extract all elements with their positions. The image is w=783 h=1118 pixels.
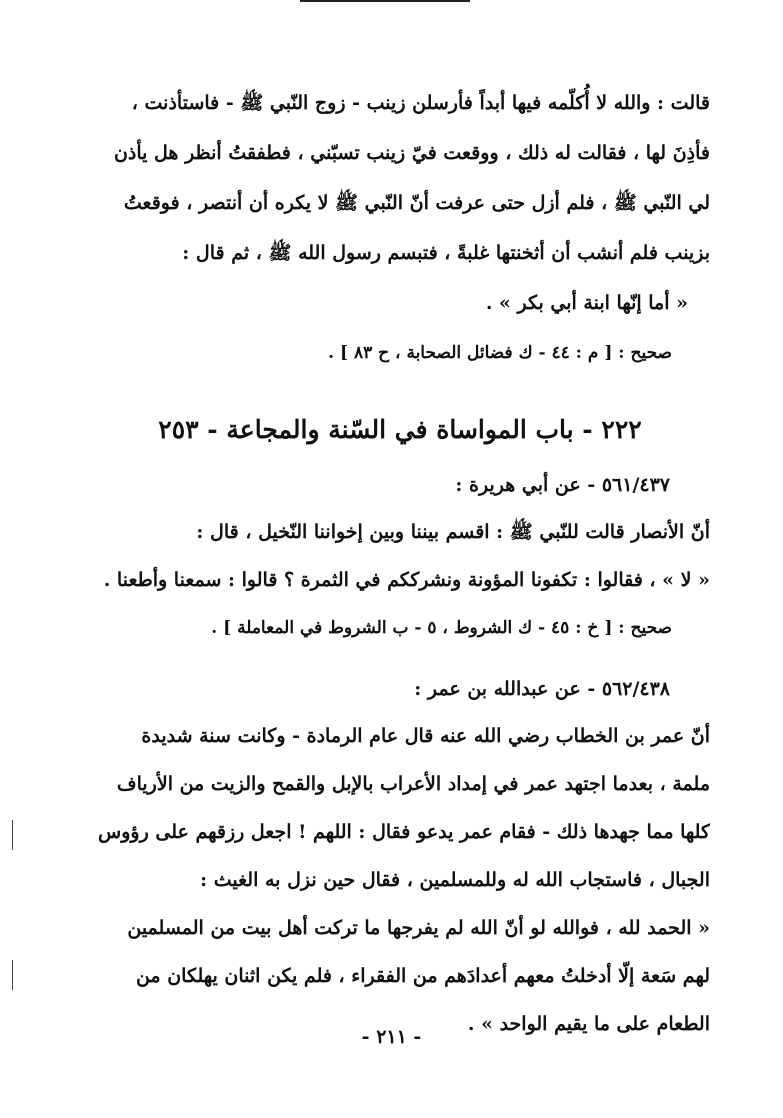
- text-line: أنّ الأنصار قالت للنّبي ﷺ : اقسم بيننا وبين إخواننا النّخيل ، قال :: [196, 521, 710, 543]
- text-line: لي النّبي ﷺ ، فلم أزل حتى عرفت أنّ النّبي ﷺ لا يكره أن أنتصر ، فوقعتُ: [123, 192, 710, 214]
- text-line: الطعام على ما يقيم الواحد » .: [467, 1013, 710, 1035]
- spacer: [90, 652, 710, 666]
- text-line: « لا » ، فقالوا : تكفونا المؤونة ونشرككم في الثمرة ؟ قالوا : سمعنا وأطعنا .: [103, 569, 710, 591]
- page-number: - ٢١١ -: [361, 1026, 422, 1048]
- text-line: كلها مما جهدها ذلك - فقام عمر يدعو فقال : اللهم ! اجعل رزقهم على رؤوس: [98, 821, 710, 843]
- text-line: الجبال ، فاستجاب الله له وللمسلمين ، فقال حين نزل به الغيث :: [200, 869, 710, 891]
- hadith-source: صحيح : [ م : ٤٤ - ك فضائل الصحابة ، ح ٨٣ ] .: [328, 343, 672, 363]
- text-line: ملمة ، بعدما اجتهد عمر في إمداد الأعراب بالإبل والقمح والزيت من الأرياف: [116, 773, 710, 795]
- hadith-source: صحيح : [ خ : ٤٥ - ك الشروط ، ٥ - ب الشروط في المعاملة ] .: [211, 618, 672, 638]
- hadith-heading: ٥٦١/٤٣٧ - عن أبي هريرة :: [455, 474, 670, 496]
- text-line: فأذِنَ لها ، فقالت له ذلك ، ووقعت فيّ زينب تسبّني ، فطفقتُ أنظر هل يأذن: [113, 142, 710, 164]
- hadith-437: [90, 462, 710, 652]
- hadith-436: [90, 78, 710, 378]
- margin-mark: [12, 960, 13, 990]
- top-rule: [300, 0, 470, 2]
- page-body: [90, 78, 710, 1048]
- margin-mark: [12, 820, 13, 850]
- text-line: « الحمد لله ، فوالله لو أنّ الله لم يفرجها ما تركت أهل بيت من المسلمين: [127, 917, 710, 939]
- text-line: قالت : والله لا أُكلّمه فيها أبداً فأرسلن زينب - زوج النّبي ﷺ - فاستأذنت ،: [131, 92, 710, 114]
- prophet-quote: « أما إنّها ابنة أبي بكر » .: [485, 292, 688, 314]
- text-line: لهم سَعة إلّا أدخلتُ معهم أعدادَهم من الفقراء ، فلم يكن اثنان يهلكان من: [135, 965, 710, 987]
- hadith-438: [90, 666, 710, 1048]
- chapter-title: ٢٢٢ - باب المواساة في السّنة والمجاعة - ٢٥٣: [158, 415, 642, 444]
- hadith-heading: ٥٦٢/٤٣٨ - عن عبدالله بن عمر :: [414, 678, 670, 700]
- text-line: أنّ عمر بن الخطاب رضي الله عنه قال عام الرمادة - وكانت سنة شديدة: [141, 725, 710, 747]
- text-line: بزينب فلم أنشب أن أثخنتها غلبةً ، فتبسم رسول الله ﷺ ، ثم قال :: [182, 242, 710, 264]
